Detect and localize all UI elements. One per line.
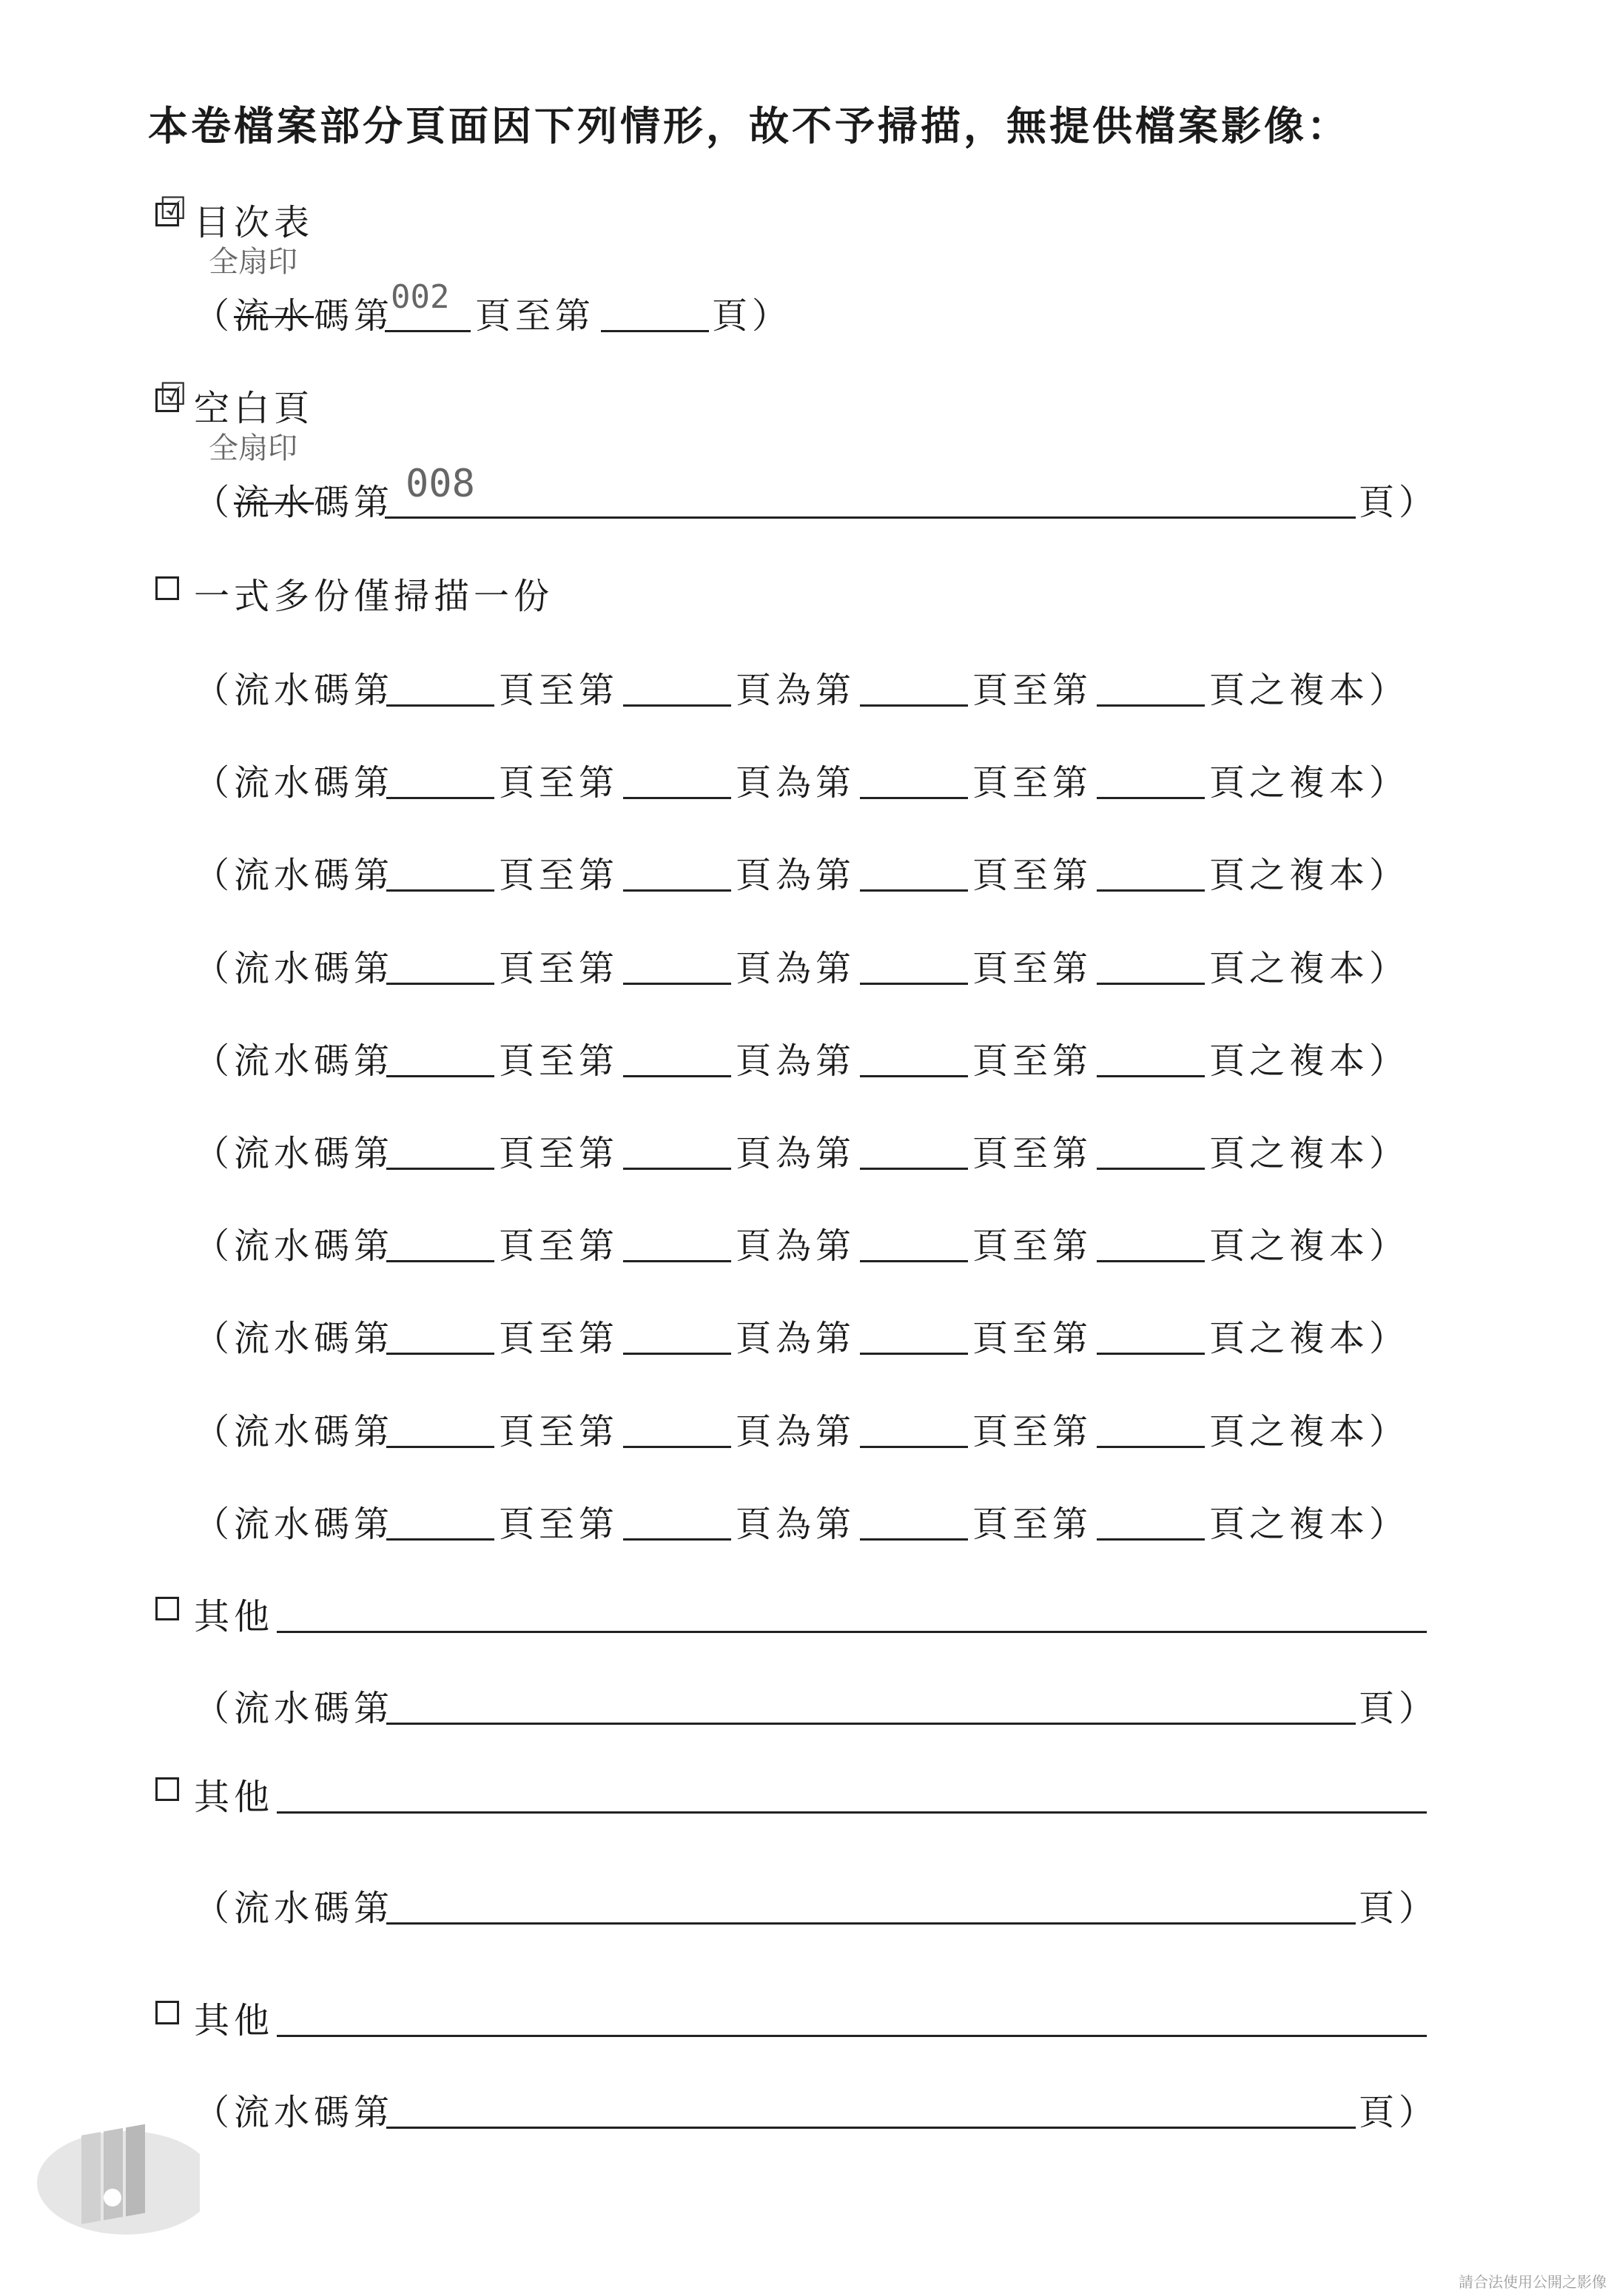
copy-to-text: 頁至第	[499, 670, 619, 711]
other-page-field[interactable]	[386, 2127, 1356, 2129]
copy-of-to-field[interactable]	[1097, 797, 1205, 799]
copy-of-from-field[interactable]	[860, 1260, 968, 1262]
blank-end-text: 頁）	[1359, 482, 1439, 523]
copy-to-field[interactable]	[623, 983, 731, 985]
copy-is-text: 頁為第	[736, 1503, 856, 1545]
copy-of-from-field[interactable]	[860, 1075, 968, 1077]
copy-to-text: 頁至第	[499, 1503, 619, 1545]
copy-row-end: 頁之複本）	[1209, 762, 1410, 804]
other-checkbox[interactable]	[155, 2001, 179, 2024]
blank-checkbox[interactable]: ☑	[155, 388, 179, 412]
copy-of-to-text: 頁至第	[972, 1410, 1093, 1452]
other-row-end: 頁）	[1359, 1888, 1439, 1929]
copy-from-field[interactable]	[386, 1446, 494, 1448]
copy-row-start: （流水碼第	[194, 855, 394, 897]
other-checkbox[interactable]	[155, 1597, 179, 1620]
copy-from-field[interactable]	[386, 1168, 494, 1170]
copy-is-text: 頁為第	[736, 1040, 856, 1082]
copy-to-text: 頁至第	[499, 1133, 619, 1174]
toc-end-text: 頁）	[712, 295, 793, 337]
other-row-end: 頁）	[1359, 1688, 1439, 1729]
copy-of-to-field[interactable]	[1097, 1353, 1205, 1355]
other-checkbox[interactable]	[155, 1777, 179, 1801]
copy-to-text: 頁至第	[499, 1040, 619, 1082]
copy-to-field[interactable]	[623, 1353, 731, 1355]
other-row-start: （流水碼第	[194, 2092, 394, 2133]
copy-of-to-text: 頁至第	[972, 1225, 1093, 1267]
copy-of-to-field[interactable]	[1097, 983, 1205, 985]
other-description-field[interactable]	[277, 1631, 1427, 1633]
copy-from-field[interactable]	[386, 1538, 494, 1541]
copy-row-start: （流水碼第	[194, 1133, 394, 1174]
footer-note: 請合法使用公開之影像	[1459, 2273, 1607, 2291]
copy-row-start: （流水碼第	[194, 1503, 394, 1545]
copy-row-start: （流水碼第	[194, 762, 394, 804]
other-description-field[interactable]	[277, 1811, 1427, 1814]
copy-to-field[interactable]	[623, 1446, 731, 1448]
copy-of-to-field[interactable]	[1097, 704, 1205, 707]
copy-of-to-field[interactable]	[1097, 1075, 1205, 1077]
blank-label: 空白頁	[194, 388, 315, 429]
copy-row-start: （流水碼第	[194, 670, 394, 711]
toc-checkbox[interactable]: ☑	[155, 203, 179, 226]
copy-of-to-field[interactable]	[1097, 1446, 1205, 1448]
page-title: 本卷檔案部分頁面因下列情形，故不予掃描，無提供檔案影像：	[148, 102, 1350, 149]
copy-row-start: （流水碼第	[194, 1410, 394, 1452]
toc-mid-text: 頁至第	[475, 295, 596, 337]
toc-handwritten-annotation: 全扇印	[209, 245, 297, 279]
copy-row-end: 頁之複本）	[1209, 1225, 1410, 1267]
copy-row-end: 頁之複本）	[1209, 947, 1410, 989]
copy-row-end: 頁之複本）	[1209, 1133, 1410, 1174]
copy-row-start: （流水碼第	[194, 947, 394, 989]
copy-of-from-field[interactable]	[860, 983, 968, 985]
other-page-field[interactable]	[386, 1922, 1356, 1925]
copy-from-field[interactable]	[386, 704, 494, 707]
toc-label: 目次表	[194, 202, 315, 243]
copy-row-end: 頁之複本）	[1209, 855, 1410, 897]
copy-row-start: （流水碼第	[194, 1225, 394, 1267]
copy-is-text: 頁為第	[736, 1133, 856, 1174]
toc-from-field[interactable]	[385, 330, 471, 332]
other-row-start: （流水碼第	[194, 1888, 394, 1929]
copy-of-to-field[interactable]	[1097, 889, 1205, 892]
copy-from-field[interactable]	[386, 1260, 494, 1262]
copy-to-text: 頁至第	[499, 1410, 619, 1452]
copy-is-text: 頁為第	[736, 855, 856, 897]
copies-checkbox[interactable]	[155, 576, 179, 600]
copy-of-to-text: 頁至第	[972, 1133, 1093, 1174]
copy-of-from-field[interactable]	[860, 704, 968, 707]
copy-of-to-text: 頁至第	[972, 670, 1093, 711]
copies-label: 一式多份僅掃描一份	[194, 576, 554, 617]
copy-of-to-text: 頁至第	[972, 947, 1093, 989]
archive-logo-icon	[22, 2116, 200, 2264]
copy-row-start: （流水碼第	[194, 1318, 394, 1360]
copy-of-from-field[interactable]	[860, 1446, 968, 1448]
copy-of-from-field[interactable]	[860, 1168, 968, 1170]
other-label: 其他	[194, 2000, 275, 2041]
copy-is-text: 頁為第	[736, 1318, 856, 1360]
copy-row-end: 頁之複本）	[1209, 1318, 1410, 1360]
blank-page-value: 008	[406, 462, 475, 506]
copy-is-text: 頁為第	[736, 1410, 856, 1452]
toc-from-value: 002	[391, 278, 450, 316]
copy-from-field[interactable]	[386, 797, 494, 799]
copy-to-text: 頁至第	[499, 762, 619, 804]
copy-from-field[interactable]	[386, 889, 494, 892]
copy-row-end: 頁之複本）	[1209, 670, 1410, 711]
blank-page-field[interactable]	[385, 516, 1356, 519]
toc-row: （流水碼第	[194, 295, 394, 337]
blank-row: （流水碼第	[194, 482, 394, 523]
copy-to-field[interactable]	[623, 704, 731, 707]
copy-row-start: （流水碼第	[194, 1040, 394, 1082]
other-row-start: （流水碼第	[194, 1688, 394, 1729]
copy-of-to-field[interactable]	[1097, 1260, 1205, 1262]
copy-is-text: 頁為第	[736, 762, 856, 804]
copy-to-field[interactable]	[623, 1168, 731, 1170]
copy-to-field[interactable]	[623, 1075, 731, 1077]
copy-is-text: 頁為第	[736, 670, 856, 711]
copy-row-end: 頁之複本）	[1209, 1503, 1410, 1545]
copy-of-from-field[interactable]	[860, 1538, 968, 1541]
copy-to-text: 頁至第	[499, 855, 619, 897]
other-description-field[interactable]	[277, 2035, 1427, 2037]
copy-row-end: 頁之複本）	[1209, 1040, 1410, 1082]
copy-is-text: 頁為第	[736, 1225, 856, 1267]
copy-from-field[interactable]	[386, 983, 494, 985]
toc-to-field[interactable]	[601, 330, 709, 332]
copy-of-to-text: 頁至第	[972, 1318, 1093, 1360]
copy-of-to-text: 頁至第	[972, 1503, 1093, 1545]
copy-to-text: 頁至第	[499, 1318, 619, 1360]
blank-handwritten-annotation: 全扇印	[209, 431, 297, 465]
copy-to-text: 頁至第	[499, 1225, 619, 1267]
copy-of-to-text: 頁至第	[972, 1040, 1093, 1082]
other-label: 其他	[194, 1777, 275, 1818]
copy-of-to-field[interactable]	[1097, 1168, 1205, 1170]
copy-of-from-field[interactable]	[860, 889, 968, 892]
copy-row-end: 頁之複本）	[1209, 1410, 1410, 1452]
other-page-field[interactable]	[386, 1723, 1356, 1725]
copy-of-from-field[interactable]	[860, 1353, 968, 1355]
copy-to-field[interactable]	[623, 797, 731, 799]
copy-of-from-field[interactable]	[860, 797, 968, 799]
copy-to-field[interactable]	[623, 889, 731, 892]
copy-to-field[interactable]	[623, 1260, 731, 1262]
copy-from-field[interactable]	[386, 1075, 494, 1077]
copy-from-field[interactable]	[386, 1353, 494, 1355]
copy-is-text: 頁為第	[736, 947, 856, 989]
copy-of-to-field[interactable]	[1097, 1538, 1205, 1541]
copy-of-to-text: 頁至第	[972, 855, 1093, 897]
copy-of-to-text: 頁至第	[972, 762, 1093, 804]
copy-to-text: 頁至第	[499, 947, 619, 989]
other-label: 其他	[194, 1596, 275, 1637]
other-row-end: 頁）	[1359, 2092, 1439, 2133]
copy-to-field[interactable]	[623, 1538, 731, 1541]
